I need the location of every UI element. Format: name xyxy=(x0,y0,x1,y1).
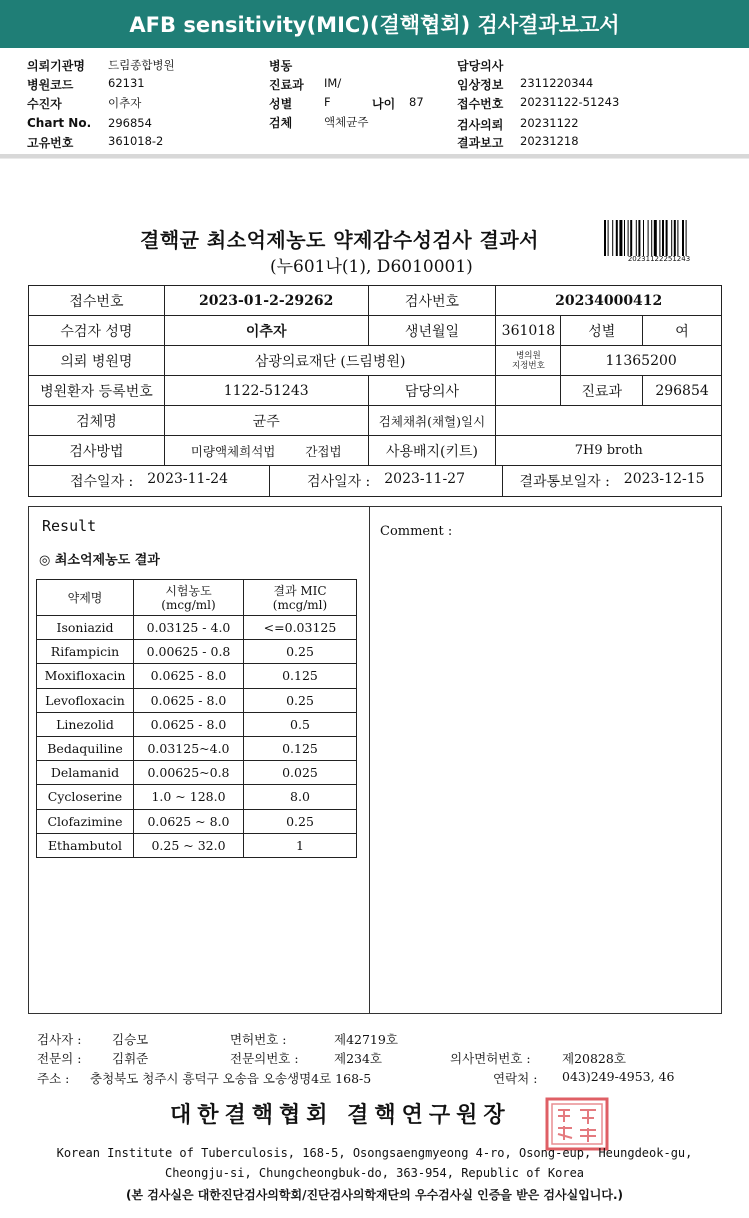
drug-name: Bedaquiline xyxy=(37,736,134,760)
drug-range: 0.0625 - 8.0 xyxy=(134,712,244,736)
recv-date-value: 2023-11-24 xyxy=(147,471,228,487)
dates-row xyxy=(29,466,722,497)
barcode-icon xyxy=(604,220,714,256)
report-title: 결핵균 최소억제농도 약제감수성검사 결과서 xyxy=(140,228,539,252)
recv-label: 접수번호 xyxy=(457,97,504,111)
hosp-no-label-line2: 지정번호 xyxy=(511,360,545,371)
specimen-label: 검체명 xyxy=(29,406,165,436)
specimen-label: 검체 xyxy=(269,116,293,130)
tester-value: 김승모 xyxy=(112,1032,149,1047)
drug-name: Moxifloxacin xyxy=(37,664,134,688)
table-row xyxy=(37,664,357,688)
req-org-value: 드림종합병원 xyxy=(108,58,175,72)
patient-info xyxy=(0,50,749,158)
dept-value: 296854 xyxy=(643,376,722,406)
dept-label: 진료과 xyxy=(269,78,304,92)
hosp-code-label: 병원코드 xyxy=(27,78,74,92)
method-primary: 미량액체희석법 xyxy=(190,443,276,459)
drug-range: 0.00625 - 0.8 xyxy=(134,640,244,664)
section-divider-line xyxy=(0,158,749,159)
address-label: 주소 : xyxy=(37,1071,70,1086)
table-row xyxy=(29,346,722,376)
drug-mic: 0.5 xyxy=(244,712,357,736)
table-row xyxy=(37,616,357,640)
report-banner xyxy=(0,0,749,48)
drug-mic: 0.25 xyxy=(244,809,357,833)
doc-license-value: 제20828호 xyxy=(562,1051,626,1066)
req-label: 검사의뢰 xyxy=(457,118,504,132)
drug-range: 0.0625 - 8.0 xyxy=(134,664,244,688)
method-label: 검사방법 xyxy=(29,436,165,466)
drug-name: Isoniazid xyxy=(37,616,134,640)
req-value: 20231122 xyxy=(520,116,579,130)
official-seal-icon xyxy=(544,1096,610,1152)
comment-label: Comment : xyxy=(380,524,453,539)
dob-value: 361018 xyxy=(496,316,561,346)
table-row xyxy=(29,466,722,497)
institute-name: 대한결핵협회 결핵연구원장 xyxy=(170,1102,511,1128)
recv-value: 20231122-51243 xyxy=(520,95,620,109)
hosp-no-label xyxy=(496,346,561,376)
barcode-number: 20231122251243 xyxy=(627,255,691,263)
drug-name: Linezolid xyxy=(37,712,134,736)
clinical-label: 임상정보 xyxy=(457,78,504,92)
table-row xyxy=(37,833,357,857)
test-date-value: 2023-11-27 xyxy=(384,471,465,487)
reg-label: 병원환자 등록번호 xyxy=(29,376,165,406)
address-value: 충청북도 청주시 흥덕구 오송읍 오송생명4로 168-5 xyxy=(90,1071,372,1086)
table-row xyxy=(29,406,722,436)
collect-value xyxy=(496,406,722,436)
hosp-no-label-line1: 병의원 xyxy=(516,350,541,361)
drug-range: 0.25 ~ 32.0 xyxy=(134,833,244,857)
english-address-line2: Cheongju-si, Chungcheongbuk-do, 363-954, Republic of Korea xyxy=(164,1166,585,1180)
drug-mic: 1 xyxy=(244,833,357,857)
col-mic-header xyxy=(244,580,357,616)
report-subtitle: (누601나(1), D6010001) xyxy=(270,257,473,277)
drug-mic: 0.125 xyxy=(244,664,357,688)
table-header-row xyxy=(37,580,357,616)
table-row xyxy=(29,316,722,346)
result-section xyxy=(28,506,722,1014)
drug-name: Clofazimine xyxy=(37,809,134,833)
drug-name: Ethambutol xyxy=(37,833,134,857)
drug-name: Cycloserine xyxy=(37,785,134,809)
drug-range: 0.00625~0.8 xyxy=(134,761,244,785)
table-row xyxy=(29,286,722,316)
spec-no-value: 제234호 xyxy=(334,1051,383,1066)
drug-mic: 8.0 xyxy=(244,785,357,809)
sex-value: F xyxy=(324,95,331,109)
drug-range: 1.0 ~ 128.0 xyxy=(134,785,244,809)
specimen-value: 균주 xyxy=(164,406,368,436)
reg-value: 1122-51243 xyxy=(164,376,368,406)
drug-mic: 0.25 xyxy=(244,688,357,712)
hosp-code-value: 62131 xyxy=(108,76,145,90)
tester-label: 검사자 : xyxy=(37,1032,82,1047)
dept-value: IM/ xyxy=(324,76,342,90)
phone-value: 043)249-4953, 46 xyxy=(562,1069,675,1084)
hosp-value: 삼광의료재단 (드림병원) xyxy=(164,346,496,376)
hosp-no-value: 11365200 xyxy=(561,346,722,376)
patient-value: 이추자 xyxy=(108,96,142,110)
mic-table xyxy=(36,579,357,858)
drug-mic: 0.125 xyxy=(244,736,357,760)
doctor-label: 담당의사 xyxy=(457,59,504,73)
sex-label: 성별 xyxy=(561,316,643,346)
recv-date-label: 접수일자 : xyxy=(70,474,134,490)
clinical-value: 2311220344 xyxy=(520,76,594,90)
collect-label: 검체채취(채혈)일시 xyxy=(368,406,496,436)
result-title: Result xyxy=(42,517,97,535)
name-label: 수검자 성명 xyxy=(29,316,165,346)
notice-date-value: 2023-12-15 xyxy=(623,471,705,487)
col-range-header-line1: 시험농도 xyxy=(165,583,212,598)
notice-date-label: 결과통보일자 : xyxy=(519,474,610,490)
age-value: 87 xyxy=(409,95,424,109)
report-header-table xyxy=(28,285,722,497)
doctor-label: 담당의사 xyxy=(368,376,496,406)
sex-label: 성별 xyxy=(269,97,293,111)
specialist-value: 김휘준 xyxy=(112,1051,149,1066)
test-no-value: 20234000412 xyxy=(496,286,722,316)
table-row xyxy=(37,688,357,712)
table-row xyxy=(37,640,357,664)
col-range-header-line2: (mcg/ml) xyxy=(161,597,216,612)
dob-label: 생년월일 xyxy=(368,316,496,346)
table-row xyxy=(29,436,722,466)
table-row xyxy=(37,712,357,736)
english-address-line1: Korean Institute of Tuberculosis, 168-5, Osongsaengmyeong 4-ro, Osong-eup, Heungdeok-gu, xyxy=(56,1146,693,1160)
sex-value: 여 xyxy=(643,316,722,346)
method-secondary: 간접법 xyxy=(305,443,342,459)
phone-label: 연락처 : xyxy=(493,1071,538,1086)
certification-note: (본 검사실은 대한진단검사의학회/진단검사의학재단의 우수검사실 인증을 받은 검사실입니다.) xyxy=(125,1188,624,1202)
medium-label: 사용배지(키트) xyxy=(368,436,496,466)
recv-no-value: 2023-01-2-29262 xyxy=(164,286,368,316)
ward-label: 병동 xyxy=(269,59,293,73)
drug-mic: 0.25 xyxy=(244,640,357,664)
test-no-label: 검사번호 xyxy=(368,286,496,316)
col-drug-header: 약제명 xyxy=(37,580,134,616)
drug-name: Rifampicin xyxy=(37,640,134,664)
recv-no-label: 접수번호 xyxy=(29,286,165,316)
unique-value: 361018-2 xyxy=(108,134,164,148)
drug-range: 0.0625 - 8.0 xyxy=(134,688,244,712)
drug-mic: 0.025 xyxy=(244,761,357,785)
license-label: 면허번호 : xyxy=(230,1032,287,1047)
drug-range: 0.03125 - 4.0 xyxy=(134,616,244,640)
doc-license-label: 의사면허번호 : xyxy=(450,1051,531,1066)
table-row xyxy=(37,809,357,833)
chart-value: 296854 xyxy=(108,116,152,130)
report-value: 20231218 xyxy=(520,134,579,148)
col-mic-header-line1: 결과 MIC xyxy=(273,583,327,598)
dept-label: 진료과 xyxy=(561,376,643,406)
hosp-label: 의뢰 병원명 xyxy=(29,346,165,376)
license-value: 제42719호 xyxy=(334,1032,398,1047)
table-row xyxy=(29,376,722,406)
chart-label: Chart No. xyxy=(27,116,92,130)
name-value: 이추자 xyxy=(164,316,368,346)
req-org-label: 의뢰기관명 xyxy=(27,59,85,73)
specialist-label: 전문의 : xyxy=(37,1051,82,1066)
table-row xyxy=(37,785,357,809)
drug-name: Levofloxacin xyxy=(37,688,134,712)
drug-name: Delamanid xyxy=(37,761,134,785)
col-mic-header-line2: (mcg/ml) xyxy=(272,597,328,612)
result-comment-divider xyxy=(369,507,370,1013)
drug-mic: <=0.03125 xyxy=(244,616,357,640)
banner-title: AFB sensitivity(MIC)(결핵협회) 검사결과보고서 xyxy=(129,13,620,37)
drug-range: 0.03125~4.0 xyxy=(134,736,244,760)
patient-label: 수진자 xyxy=(27,97,62,111)
report-label: 결과보고 xyxy=(457,136,504,150)
method-value xyxy=(164,436,368,466)
medium-value: 7H9 broth xyxy=(496,436,722,466)
table-row xyxy=(37,736,357,760)
doctor-value xyxy=(496,376,561,406)
spec-no-label: 전문의번호 : xyxy=(230,1051,299,1066)
col-range-header xyxy=(134,580,244,616)
mic-heading: ◎ 최소억제농도 결과 xyxy=(39,553,160,568)
table-row xyxy=(37,761,357,785)
unique-label: 고유번호 xyxy=(27,136,74,150)
drug-range: 0.0625 ~ 8.0 xyxy=(134,809,244,833)
age-label: 나이 xyxy=(372,97,396,111)
specimen-value: 액체균주 xyxy=(324,115,369,129)
test-date-label: 검사일자 : xyxy=(307,474,371,490)
